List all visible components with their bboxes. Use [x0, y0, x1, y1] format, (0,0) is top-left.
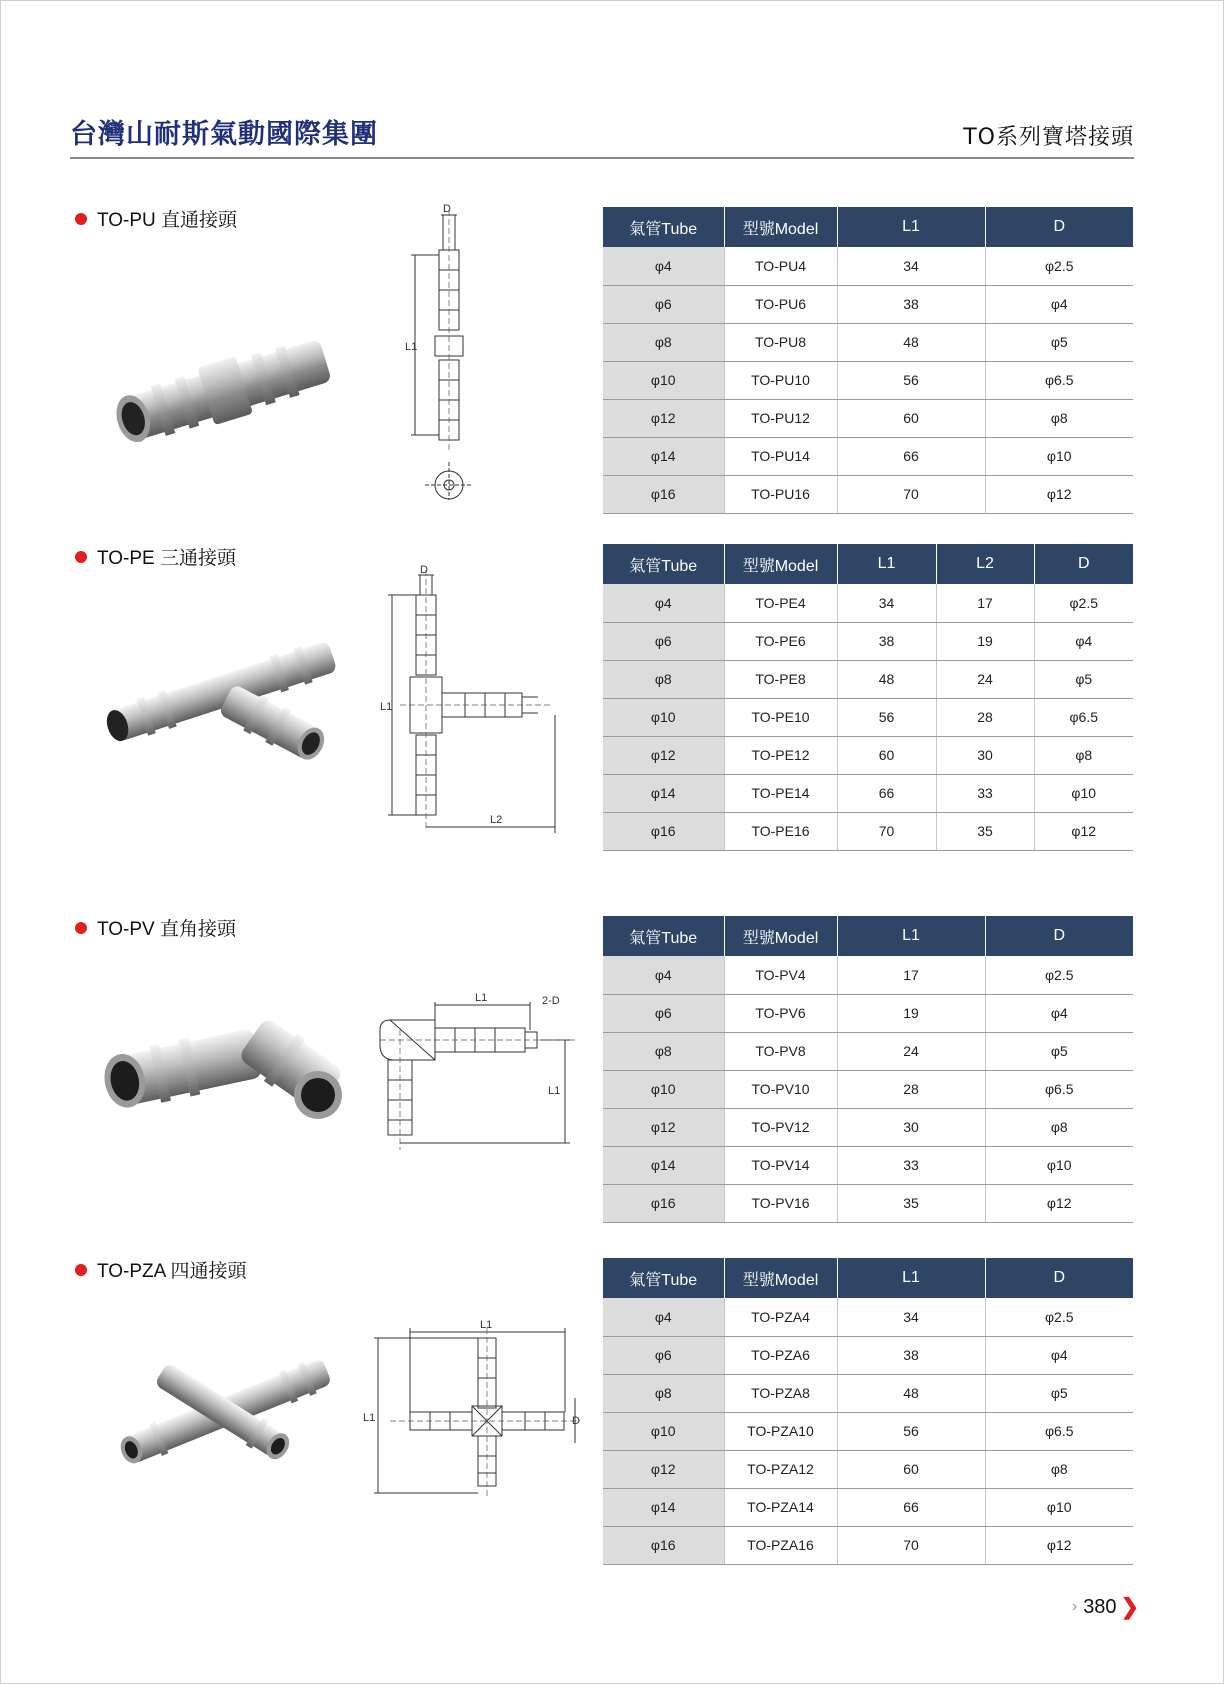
col-header: L2 [936, 544, 1034, 584]
cell: TO-PZA4 [724, 1298, 837, 1336]
cell: 66 [837, 1488, 985, 1526]
cell: TO-PE16 [724, 812, 837, 850]
cell: 70 [837, 812, 936, 850]
table-row [603, 1184, 1133, 1222]
cell: φ6 [603, 994, 724, 1032]
cell: 60 [837, 736, 936, 774]
cell: φ4 [603, 584, 724, 622]
col-header: D [1034, 544, 1133, 584]
cell: φ16 [603, 812, 724, 850]
cell: φ6.5 [985, 1412, 1133, 1450]
col-header: L1 [837, 207, 985, 247]
cell: 48 [837, 1374, 985, 1412]
col-header: 氣管Tube [603, 1258, 724, 1298]
col-header: D [985, 207, 1133, 247]
cell: φ4 [985, 285, 1133, 323]
table-row [603, 698, 1133, 736]
cell: 24 [837, 1032, 985, 1070]
cell: TO-PZA12 [724, 1450, 837, 1488]
table-row [603, 774, 1133, 812]
cell: 17 [837, 956, 985, 994]
dim-label-l1: L1 [405, 341, 418, 353]
product-photo-pza [110, 1350, 340, 1475]
cell: TO-PV8 [724, 1032, 837, 1070]
cell: 35 [837, 1184, 985, 1222]
cell: 70 [837, 1526, 985, 1564]
cell: 48 [837, 660, 936, 698]
col-header: L1 [837, 916, 985, 956]
cell: 60 [837, 1450, 985, 1488]
cell: TO-PU6 [724, 285, 837, 323]
section-title-pza [75, 1256, 247, 1283]
cell: φ8 [603, 1374, 724, 1412]
cell: φ10 [1034, 774, 1133, 812]
cell: TO-PV12 [724, 1108, 837, 1146]
cell: φ8 [603, 660, 724, 698]
table-row [603, 1070, 1133, 1108]
dim-label-l1-vertical: L1 [548, 1085, 561, 1097]
table-row [603, 1450, 1133, 1488]
drawing-pv [370, 990, 580, 1155]
cell: φ6 [603, 285, 724, 323]
cell: TO-PE12 [724, 736, 837, 774]
spec-table-pe [603, 544, 1133, 851]
dim-label-d: D [572, 1415, 580, 1427]
col-header: 型號Model [724, 207, 837, 247]
table-row [603, 736, 1133, 774]
cell: φ10 [985, 437, 1133, 475]
cell: TO-PE8 [724, 660, 837, 698]
table-row [603, 1526, 1133, 1564]
cell: φ14 [603, 437, 724, 475]
table-row [603, 660, 1133, 698]
dim-label-l1: L1 [380, 701, 393, 713]
cell: 48 [837, 323, 985, 361]
cell: TO-PZA16 [724, 1526, 837, 1564]
cell: φ10 [985, 1146, 1133, 1184]
table-row [603, 622, 1133, 660]
col-header: 氣管Tube [603, 916, 724, 956]
cell: TO-PE6 [724, 622, 837, 660]
cell: φ10 [603, 1070, 724, 1108]
cell: φ6.5 [985, 1070, 1133, 1108]
spec-table-pu [603, 207, 1133, 514]
table-row [603, 1374, 1133, 1412]
cell: TO-PE10 [724, 698, 837, 736]
cell: 38 [837, 622, 936, 660]
drawing-pza [360, 1318, 595, 1498]
cell: φ4 [603, 956, 724, 994]
table-row [603, 475, 1133, 513]
cell: TO-PE14 [724, 774, 837, 812]
cell: φ12 [603, 399, 724, 437]
cell: 28 [837, 1070, 985, 1108]
cell: φ8 [985, 1450, 1133, 1488]
cell: 38 [837, 1336, 985, 1374]
cell: φ8 [985, 399, 1133, 437]
table-row [603, 994, 1133, 1032]
bullet-icon [75, 922, 87, 934]
cell: 30 [936, 736, 1034, 774]
dim-label-l1: L1 [480, 1319, 493, 1331]
cell: φ8 [985, 1108, 1133, 1146]
cell: 34 [837, 584, 936, 622]
cell: 70 [837, 475, 985, 513]
cell: 60 [837, 399, 985, 437]
cell: φ2.5 [1034, 584, 1133, 622]
cell: TO-PZA14 [724, 1488, 837, 1526]
dim-label-d: D [420, 565, 428, 576]
section-title-text: TO-PZA 四通接頭 [97, 1261, 247, 1282]
cell: φ12 [603, 1450, 724, 1488]
section-title-pe [75, 543, 236, 570]
cell: φ14 [603, 774, 724, 812]
cell: 17 [936, 584, 1034, 622]
cell: TO-PU12 [724, 399, 837, 437]
header-rule [70, 157, 1134, 159]
cell: φ4 [985, 1336, 1133, 1374]
product-photo-pv [100, 1000, 350, 1130]
cell: φ6 [603, 1336, 724, 1374]
table-row [603, 437, 1133, 475]
section-title-text: TO-PV 直角接頭 [97, 919, 236, 940]
table-row [603, 247, 1133, 285]
page-number [1072, 1594, 1139, 1620]
col-header: 型號Model [724, 916, 837, 956]
cell: φ4 [603, 247, 724, 285]
table-row [603, 399, 1133, 437]
cell: φ5 [985, 1374, 1133, 1412]
cell: 56 [837, 698, 936, 736]
cell: φ12 [1034, 812, 1133, 850]
section-title-pv [75, 914, 236, 941]
cell: φ5 [985, 323, 1133, 361]
cell: TO-PV4 [724, 956, 837, 994]
drawing-pe [380, 565, 565, 835]
cell: φ12 [603, 1108, 724, 1146]
cell: TO-PZA10 [724, 1412, 837, 1450]
table-row [603, 1298, 1133, 1336]
page-number-text: 380 [1083, 1595, 1117, 1618]
table-row [603, 584, 1133, 622]
section-title-pu [75, 205, 237, 232]
cell: 34 [837, 1298, 985, 1336]
dim-label-l1-vertical: L1 [363, 1412, 376, 1424]
chevron-right-icon: › [1071, 1598, 1078, 1615]
cell: φ4 [603, 1298, 724, 1336]
arrow-right-icon: ❯ [1120, 1594, 1139, 1619]
cell: 33 [837, 1146, 985, 1184]
table-row [603, 285, 1133, 323]
cell: TO-PZA6 [724, 1336, 837, 1374]
cell: 33 [936, 774, 1034, 812]
cell: φ8 [603, 1032, 724, 1070]
section-title-text: TO-PU 直通接頭 [97, 210, 238, 231]
cell: φ10 [603, 361, 724, 399]
cell: TO-PZA8 [724, 1374, 837, 1412]
col-header: 型號Model [724, 544, 837, 584]
drawing-pu [405, 200, 515, 500]
series-title: TO系列寶塔接頭 [963, 125, 1134, 150]
table-row [603, 1412, 1133, 1450]
cell: TO-PU8 [724, 323, 837, 361]
section-title-text: TO-PE 三通接頭 [97, 548, 236, 569]
cell: φ12 [985, 475, 1133, 513]
cell: TO-PU16 [724, 475, 837, 513]
dim-label-l2: L2 [490, 814, 503, 826]
cell: φ5 [1034, 660, 1133, 698]
col-header: 氣管Tube [603, 544, 724, 584]
cell: TO-PU14 [724, 437, 837, 475]
cell: φ16 [603, 1184, 724, 1222]
cell: 19 [837, 994, 985, 1032]
dim-label-2d: 2-D [542, 995, 560, 1007]
col-header: 氣管Tube [603, 207, 724, 247]
cell: φ16 [603, 475, 724, 513]
cell: TO-PU4 [724, 247, 837, 285]
cell: φ2.5 [985, 247, 1133, 285]
cell: φ14 [603, 1488, 724, 1526]
table-row [603, 361, 1133, 399]
cell: φ2.5 [985, 956, 1133, 994]
cell: 66 [837, 437, 985, 475]
col-header: 型號Model [724, 1258, 837, 1298]
table-row [603, 812, 1133, 850]
cell: φ8 [1034, 736, 1133, 774]
cell: φ10 [603, 1412, 724, 1450]
cell: 30 [837, 1108, 985, 1146]
dim-label-d: D [443, 203, 451, 215]
table-row [603, 1108, 1133, 1146]
cell: 38 [837, 285, 985, 323]
col-header: D [985, 916, 1133, 956]
cell: TO-PV16 [724, 1184, 837, 1222]
cell: φ5 [985, 1032, 1133, 1070]
product-photo-pe [100, 630, 350, 765]
col-header: D [985, 1258, 1133, 1298]
cell: φ8 [603, 323, 724, 361]
bullet-icon [75, 551, 87, 563]
cell: φ4 [1034, 622, 1133, 660]
cell: 24 [936, 660, 1034, 698]
cell: φ12 [985, 1526, 1133, 1564]
cell: φ2.5 [985, 1298, 1133, 1336]
cell: 19 [936, 622, 1034, 660]
table-row [603, 956, 1133, 994]
cell: φ12 [985, 1184, 1133, 1222]
spec-table-pv [603, 916, 1133, 1223]
cell: 66 [837, 774, 936, 812]
cell: 34 [837, 247, 985, 285]
product-photo-pu [105, 320, 350, 460]
cell: TO-PU10 [724, 361, 837, 399]
dim-label-l1: L1 [475, 992, 488, 1004]
cell: TO-PV10 [724, 1070, 837, 1108]
cell: TO-PV14 [724, 1146, 837, 1184]
table-row [603, 1488, 1133, 1526]
cell: φ16 [603, 1526, 724, 1564]
cell: φ6 [603, 622, 724, 660]
table-row [603, 323, 1133, 361]
cell: φ10 [985, 1488, 1133, 1526]
cell: TO-PE4 [724, 584, 837, 622]
cell: 28 [936, 698, 1034, 736]
col-header: L1 [837, 1258, 985, 1298]
cell: TO-PV6 [724, 994, 837, 1032]
cell: φ14 [603, 1146, 724, 1184]
cell: 35 [936, 812, 1034, 850]
table-row [603, 1146, 1133, 1184]
cell: φ6.5 [1034, 698, 1133, 736]
bullet-icon [75, 213, 87, 225]
cell: 56 [837, 1412, 985, 1450]
cell: 56 [837, 361, 985, 399]
table-row [603, 1336, 1133, 1374]
cell: φ6.5 [985, 361, 1133, 399]
cell: φ4 [985, 994, 1133, 1032]
table-row [603, 1032, 1133, 1070]
brand-title: 台灣山耐斯氣動國際集團 [70, 119, 378, 150]
bullet-icon [75, 1264, 87, 1276]
col-header: L1 [837, 544, 936, 584]
cell: φ12 [603, 736, 724, 774]
cell: φ10 [603, 698, 724, 736]
spec-table-pza [603, 1258, 1133, 1565]
